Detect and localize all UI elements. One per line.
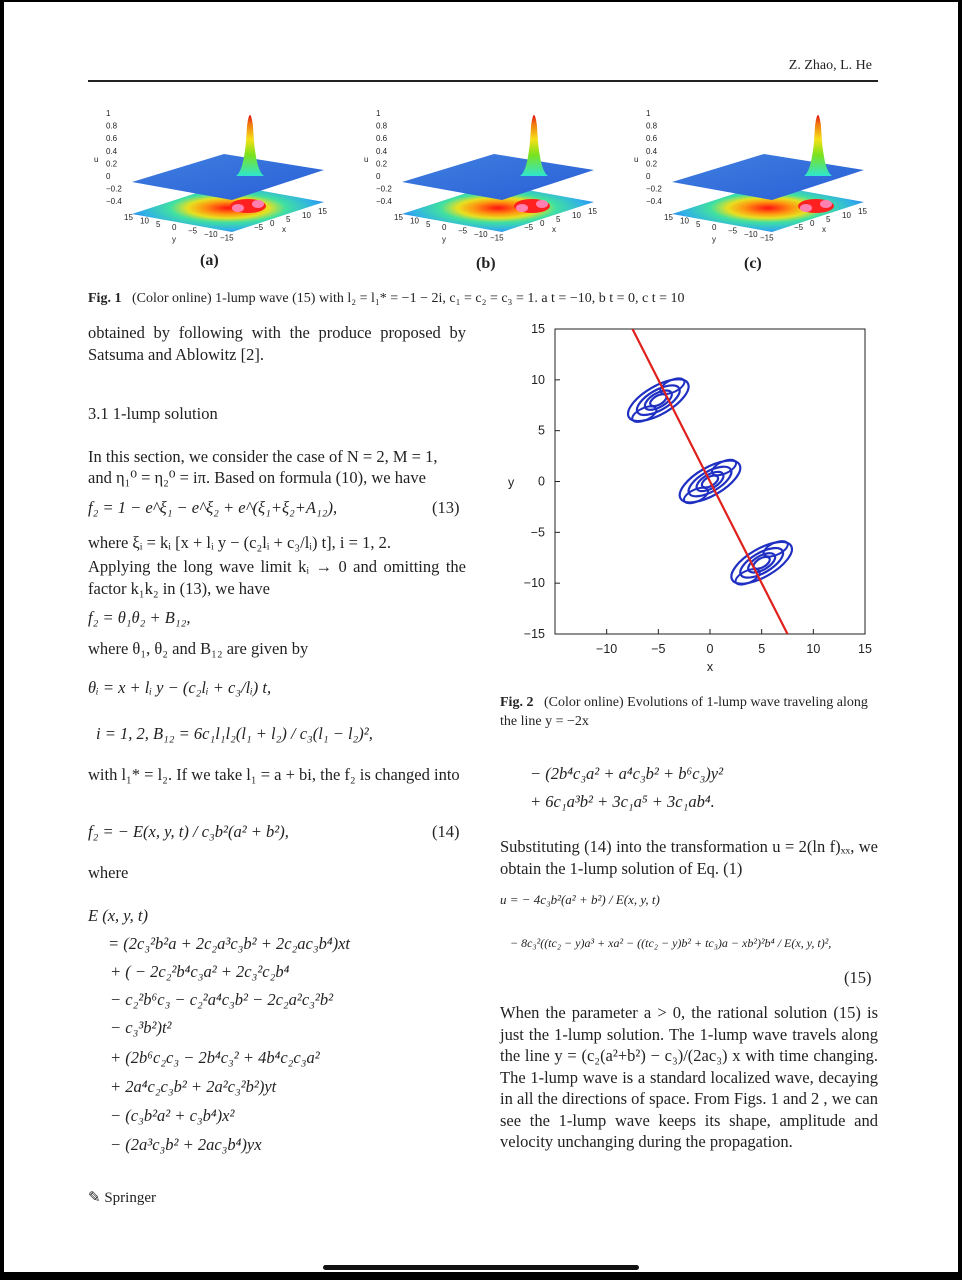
u-axis-label: u: [94, 155, 99, 164]
u-tick: 0.6: [376, 134, 388, 144]
where-label: where: [88, 863, 129, 882]
u-tick: 0.6: [646, 134, 658, 144]
y-tick: 10: [410, 216, 419, 226]
header-rule: [88, 80, 878, 82]
y-tick: 0: [442, 223, 447, 233]
paragraph-intro: obtained by following with the produce proposed by Satsuma and Ablowitz [2].: [88, 323, 466, 364]
y-tick-label: −5: [530, 525, 545, 540]
u-tick: 0: [376, 172, 381, 181]
u-axis-label: u: [364, 155, 369, 164]
x-tick: 0: [810, 219, 815, 228]
y-tick-label: 5: [538, 423, 545, 438]
x-tick: 0: [540, 219, 545, 228]
x-tick: 15: [858, 207, 867, 216]
figure-2-contour-plot: [500, 318, 880, 678]
publisher-name: Springer: [104, 1190, 156, 1206]
E-line-5: + (2b⁶c₂c₃ − 2b⁴c₃² + 4b⁴c₂c₃a²: [110, 1048, 320, 1067]
y-tick-label: −15: [523, 627, 545, 641]
u-tick: 0.2: [106, 159, 118, 169]
floor-lump-side: [516, 204, 528, 212]
equation-15-number: (15): [844, 968, 872, 987]
equation-15-line-1: u = − 4c₃b²(a² + b²) / E(x, y, t): [500, 892, 660, 907]
y-axis-label: y: [172, 235, 176, 244]
E-line-6: + 2a⁴c₂c₃b² + 2a²c₃²b²)yt: [110, 1077, 277, 1096]
running-head: Z. Zhao, L. He: [788, 58, 872, 73]
E-line-2: + ( − 2c₂²b⁴c₃a² + 2c₃²c₂b⁴: [110, 962, 290, 981]
x-tick: −5: [794, 223, 804, 232]
u-tick: −0.2: [106, 184, 122, 194]
x-tick: 15: [318, 207, 327, 216]
figure-1-caption-label: Fig. 1: [88, 291, 122, 306]
where-xi: where ξᵢ = kᵢ [x + lᵢ y − (c₂lᵢ + c₃/lᵢ) t], i = 1, 2.: [88, 533, 391, 552]
y-tick: 5: [696, 219, 701, 229]
y-tick: −10: [204, 230, 218, 239]
u-tick: 1: [106, 109, 111, 118]
x-tick: 5: [556, 215, 561, 224]
y-tick: 15: [394, 213, 403, 222]
y-axis-label: y: [712, 235, 716, 244]
u-tick: 0.2: [376, 159, 388, 169]
y-tick: 10: [140, 216, 149, 226]
floor-lump-side: [536, 200, 548, 208]
equation-15-line-2: − 8c₃²((tc₂ − y)a³ + xa² − ((tc₂ − y)b² + tc₃)a − xb²)²b⁴ / E(x, y, t)²,: [510, 936, 832, 950]
equation-f2: f₂ = θ₁θ₂ + B₁₂,: [88, 608, 191, 627]
figure-1-caption: [88, 289, 878, 308]
home-indicator[interactable]: [323, 1265, 639, 1270]
y-tick: −5: [188, 226, 198, 236]
figure-1-panel-c: [634, 106, 884, 246]
y-tick: 15: [664, 213, 673, 222]
E-line-8: − (2a³c₃b² + 2ac₃b⁴)yx: [110, 1135, 262, 1154]
section-heading: 3.1 1-lump solution: [88, 404, 218, 423]
x-tick-label: −5: [651, 642, 666, 656]
E-line-4: − c₃³b²)t²: [110, 1018, 172, 1037]
E-cont-line-0: − (2b⁴c₃a² + a⁴c₃b² + b⁶c₃)y²: [530, 764, 724, 783]
paragraph-case-2: and η₁⁰ = η₂⁰ = iπ. Based on formula (10), we have: [88, 468, 426, 487]
E-cont-line-1: + 6c₁a³b² + 3c₁a⁵ + 3c₁ab⁴.: [530, 792, 715, 811]
y-tick: 0: [712, 223, 717, 233]
paragraph-case-1: In this section, we consider the case of N = 2, M = 1,: [88, 447, 438, 466]
y-tick: 15: [124, 213, 133, 222]
u-tick: 1: [646, 109, 651, 118]
equation-14-number: (14): [432, 822, 460, 841]
publisher-footer: [88, 1188, 156, 1207]
x-tick: 0: [270, 219, 275, 228]
figure-2-caption-text: (Color online) Evolutions of 1-lump wave traveling along the line y = −2x: [500, 695, 868, 729]
y-tick-label: 10: [531, 372, 545, 387]
figure-2-caption: [500, 693, 878, 731]
springer-logo-icon: ✎: [88, 1190, 101, 1206]
x-tick: 10: [302, 211, 311, 220]
x-tick-label: −10: [596, 642, 618, 656]
y-tick: 5: [156, 219, 161, 229]
x-tick: 10: [842, 211, 851, 220]
y-tick-label: 0: [538, 474, 545, 489]
u-tick: 1: [376, 109, 381, 118]
u-tick: 0.8: [646, 121, 658, 131]
y-axis-label: y: [508, 475, 515, 490]
floor-lump-side: [252, 200, 264, 208]
y-tick-label: 15: [531, 322, 545, 336]
panel-label-a: (a): [200, 252, 219, 269]
u-tick: 0: [106, 172, 111, 181]
u-tick: −0.4: [376, 197, 392, 207]
y-tick: 10: [680, 216, 689, 226]
panel-label-c: (c): [744, 255, 762, 272]
u-tick: −0.2: [646, 184, 662, 194]
x-tick: 15: [588, 207, 597, 216]
paragraph-substitution: with l₁* = l₂. If we take l₁ = a + bi, the f₂ is changed into: [88, 765, 460, 784]
surface-plane: [402, 154, 594, 200]
x-tick: −5: [524, 223, 534, 232]
equation-14: f₂ = − E(x, y, t) / c₃b²(a² + b²),: [88, 822, 289, 841]
floor-lump-side: [232, 204, 244, 212]
x-axis-label: x: [282, 225, 286, 234]
y-tick: −15: [490, 233, 504, 243]
x-tick-label: 0: [706, 642, 714, 656]
E-line-0: E (x, y, t): [88, 906, 149, 925]
u-tick: 0.4: [106, 146, 118, 156]
figure-2-caption-label: Fig. 2: [500, 695, 534, 710]
page: [4, 2, 958, 1272]
surface-plane: [672, 154, 864, 200]
u-tick: 0.2: [646, 159, 658, 169]
u-tick: −0.2: [376, 184, 392, 194]
paragraph-long-wave: Applying the long wave limit kᵢ → 0 and omitting the factor k₁k₂ in (13), we have: [88, 557, 466, 598]
E-line-3: − c₂²b⁶c₃ − c₂²a⁴c₃b² − 2c₂a²c₃²b²: [110, 990, 334, 1009]
E-line-1: = (2c₃²b²a + 2c₂a³c₃b² + 2c₂ac₃b⁴)xt: [108, 934, 350, 953]
x-axis-label: x: [552, 225, 556, 234]
equation-B12: i = 1, 2, B₁₂ = 6c₁l₁l₂(l₁ + l₂) / c₃(l₁ − l₂)²,: [96, 724, 373, 743]
y-tick-label: −10: [523, 576, 545, 591]
u-tick: −0.4: [646, 197, 662, 207]
E-line-7: − (c₃b²a² + c₃b⁴)x²: [110, 1106, 235, 1125]
u-tick: 0.4: [376, 146, 388, 156]
paragraph-lump-wave: When the parameter a > 0, the rational solution (15) is just the 1-lump solution. The 1-lump wave travels along the line y = (c₂(a²+b²) − c₃)/(2ac₃) x with time changing. The 1-lump wave is a standard localized wave, decaying in all the directions of space. From Figs. 1 and 2 , we can see the 1-lump wave keeps its shape, amplitude and velocity unchanging during the propagation.: [500, 1003, 878, 1151]
u-tick: −0.4: [106, 197, 122, 207]
x-tick: 5: [826, 215, 831, 224]
figure-1-caption-text: (Color online) 1-lump wave (15) with l₂ = l₁* = −1 − 2i, c₁ = c₂ = c₃ = 1. a t = −10, b t = 0, c t = 10: [131, 291, 685, 306]
paragraph-transform: Substituting (14) into the transformation u = 2(ln f)ₓₓ, we obtain the 1-lump solution of Eq. (1): [500, 837, 878, 878]
y-tick: −5: [458, 226, 468, 236]
y-tick: −15: [760, 233, 774, 243]
y-tick: 0: [172, 223, 177, 233]
figure-1-panel-a: [94, 106, 344, 246]
x-axis-label: x: [822, 225, 826, 234]
x-tick-label: 5: [758, 642, 766, 656]
y-tick: 5: [426, 219, 431, 229]
y-tick: −5: [728, 226, 738, 236]
y-tick: −10: [744, 230, 758, 239]
u-tick: 0.8: [106, 121, 118, 131]
x-tick: 10: [572, 211, 581, 220]
u-tick: 0: [646, 172, 651, 181]
u-tick: 0.4: [646, 146, 658, 156]
x-tick-label: 15: [858, 642, 872, 656]
equation-13: f₂ = 1 − e^ξ₁ − e^ξ₂ + e^(ξ₁+ξ₂+A₁₂),: [88, 498, 338, 517]
panel-label-b: (b): [476, 255, 496, 272]
surface-plane: [132, 154, 324, 200]
y-tick: −10: [474, 230, 488, 239]
floor-lump-side: [800, 204, 812, 212]
equation-theta: θᵢ = x + lᵢ y − (c₂lᵢ + c₃/lᵢ) t,: [88, 678, 272, 697]
x-tick: −5: [254, 223, 264, 232]
u-axis-label: u: [634, 155, 639, 164]
x-tick: 5: [286, 215, 291, 224]
y-tick: −15: [220, 233, 234, 243]
y-axis-label: y: [442, 235, 446, 244]
x-axis-label: x: [706, 660, 714, 674]
floor-lump-side: [820, 200, 832, 208]
u-tick: 0.6: [106, 134, 118, 144]
u-tick: 0.8: [376, 121, 388, 131]
paragraph-given-by: where θ₁, θ₂ and B₁₂ are given by: [88, 639, 309, 658]
figure-1-panel-b: [364, 106, 614, 246]
equation-13-number: (13): [432, 498, 460, 517]
x-tick-label: 10: [806, 642, 821, 656]
